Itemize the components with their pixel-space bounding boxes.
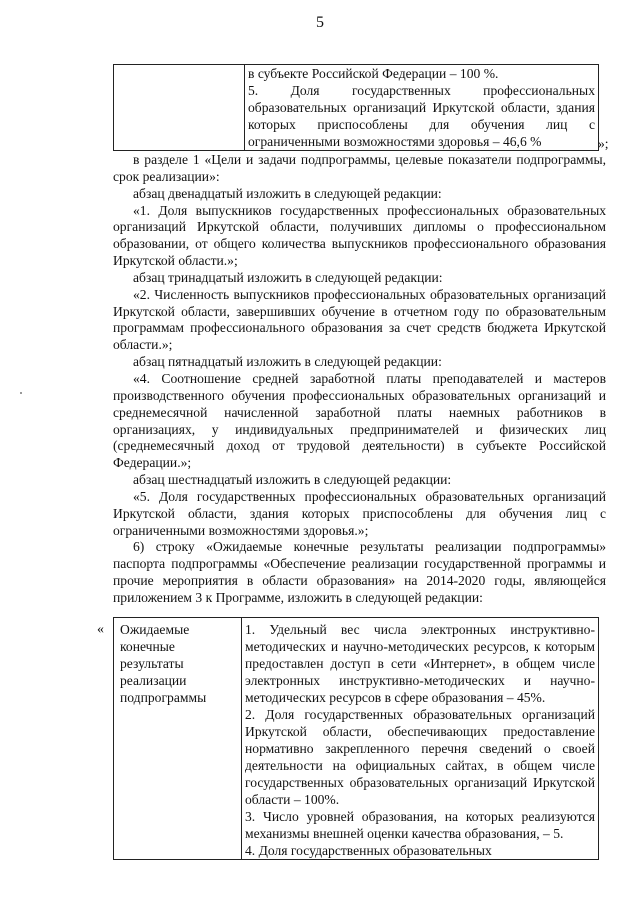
continued-indicator-table — [113, 64, 599, 151]
result-item-2: 2. Доля государственных образовательных организаций Иркутской области, обеспечивающих предоставление нормативно закрепленного перечня сведений о своей деятельности на официальных сайтах, в общем числе государственных образовательных организаций Иркутской области – 100%. — [245, 707, 595, 807]
result-item-3: 3. Число уровней образования, на которых реализуются механизмы внешней оценки качества образования, – 5. — [245, 809, 595, 841]
table-left-cell — [114, 65, 245, 151]
indicator-line: в субъекте Российской Федерации – 100 %. — [248, 66, 499, 81]
opening-quote-mark: « — [97, 622, 104, 637]
table-row — [114, 65, 599, 151]
paragraph-instruction: абзац шестнадцатый изложить в следующей редакции: — [133, 472, 452, 488]
paragraph-indicator-4: «4. Соотношение средней заработной платы преподавателей и мастеров производственного обучения профессиональных образовательных организаций и среднемесячной начисленной заработной платы наемных работников в организациях, у индивидуальных предпринимателей и физических лиц (среднемесячный доход от трудовой деятельности) в субъекте Российской Федерации.»; — [113, 370, 606, 471]
paragraph-section-1: в разделе 1 «Цели и задачи подпрограммы, целевые показатели подпрограммы, срок реализации»: — [113, 152, 606, 184]
closing-quote-mark: »; — [598, 136, 609, 151]
table-row — [114, 618, 599, 860]
paragraph-item-6: 6) строку «Ожидаемые конечные результаты реализации подпрограммы» паспорта подпрограммы «Обеспечение реализации государственной программы и прочие мероприятия в области образования» на 2014-2020 годы, являющейся приложением 3 к Программе, изложить в следующей редакции: — [113, 539, 606, 605]
paragraph-indicator-1: «1. Доля выпускников государственных профессиональных образовательных организаций Иркутской области, получивших дипломы о профессиональном образовании, от общего количества выпускников профессионального образования Иркутской области.»; — [113, 202, 606, 269]
paragraph-indicator-2: «2. Численность выпускников профессиональных образовательных организаций Иркутской области, завершивших обучение в отчетном году по образовательным программам профессионального образования за счет средств бюджета Иркутской области.»; — [113, 286, 606, 353]
paragraph-instruction: абзац пятнадцатый изложить в следующей редакции: — [133, 354, 442, 370]
indicator-line: 5. Доля государственных профессиональных образовательных организаций Иркутской области, здания которых приспособлены для обучения лиц с ограниченными возможностями здоровья – 46,6 % — [248, 83, 595, 149]
scan-artifact — [20, 392, 22, 394]
document-body — [113, 152, 606, 607]
table-indicator-cell — [245, 65, 599, 151]
paragraph-instruction: абзац тринадцатый изложить в следующей редакции: — [133, 269, 443, 285]
expected-results-label: Ожидаемые конечные результаты реализации подпрограммы — [114, 618, 242, 860]
expected-results-table — [113, 617, 599, 860]
result-item-4: 4. Доля государственных образовательных — [245, 843, 492, 858]
page-number: 5 — [316, 14, 324, 31]
paragraph-instruction: абзац двенадцатый изложить в следующей редакции: — [133, 185, 442, 201]
expected-results-content — [242, 618, 599, 860]
result-item-1: 1. Удельный вес числа электронных инструктивно-методических и научно-методических ресурсов, к которым предоставлен доступ в сети «Интернет», в общем числе электронных инструктивно-методических и научно-методических ресурсов в сфере образования – 45%. — [245, 622, 595, 705]
paragraph-indicator-5: «5. Доля государственных профессиональных образовательных организаций Иркутской области, здания которых приспособлены для обучения лиц с ограниченными возможностями здоровья.»; — [113, 488, 606, 538]
